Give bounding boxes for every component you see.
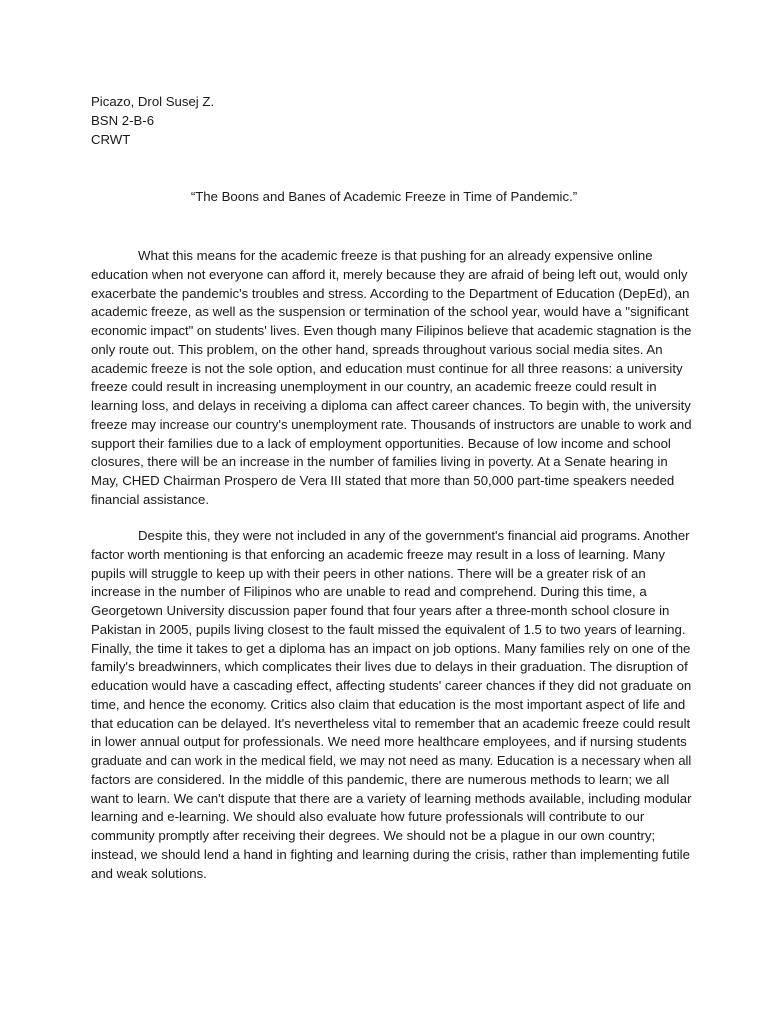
text-line: exacerbate the pandemic's troubles and stress. According to the Department of Education (DepEd), an — [91, 285, 690, 301]
text-line: Pakistan in 2005, pupils living closest to the fault missed the equivalent of 1.5 to two years of learning. — [91, 621, 686, 637]
text-line: learning loss, and delays in receiving a diploma can affect career chances. To begin with, the university — [91, 398, 691, 413]
text-line: factors are considered. In the middle of this pandemic, there are numerous methods to learn; we all — [91, 771, 670, 787]
text-line: support their families due to a lack of employment opportunities. Because of low income and school — [91, 435, 671, 451]
text-line: in lower annual output for professionals. We need more healthcare employees, and if nursing students — [91, 734, 687, 750]
text-line: education would have a cascading effect, affecting students' career chances if they did not graduate on — [91, 678, 692, 693]
text-line: and weak solutions. — [91, 865, 207, 881]
text-line: What this means for the academic freeze is that pushing for an already expensive online — [138, 248, 653, 263]
text-line: economic impact" on students' lives. Even though many Filipinos believe that academic stagnation is the — [91, 323, 692, 338]
text-line: Finally, the time it takes to get a diploma has an impact on job options. Many families rely on one of the — [91, 640, 691, 656]
text-line: learning and e-learning. We should also evaluate how future professionals will contribute to our — [91, 809, 645, 825]
text-line: freeze could result in increasing unemployment in our country, an academic freeze could result in — [91, 379, 657, 395]
essay-title: “The Boons and Banes of Academic Freeze in Time of Pandemic.” — [190, 189, 578, 204]
document-header — [91, 93, 214, 149]
text-line: increase in the number of Filipinos who are unable to read and comprehend. During this time, a — [91, 584, 647, 600]
text-line: family's breadwinners, which complicates their lives due to delays in their graduation. The disruption of — [91, 659, 688, 675]
text-line: only route out. This problem, on the other hand, spreads throughout various social media sites. An — [91, 341, 663, 357]
text-line: Georgetown University discussion paper found that four years after a three-month school closure in — [91, 603, 670, 618]
text-line: community promptly after receiving their degrees. We should not be a plague in our own country; — [91, 828, 656, 843]
course-code: CRWT — [91, 131, 131, 147]
text-line: academic freeze, as well as the suspension or termination of the school year, would have a "significant — [91, 304, 689, 320]
text-line: want to learn. We can't dispute that there are a variety of learning methods available, including modular — [91, 790, 692, 806]
text-line: freeze may increase our country's unemployment rate. Thousands of instructors are unable to work and — [91, 416, 692, 432]
text-line: Despite this, they were not included in any of the government's financial aid programs. Another — [138, 528, 690, 543]
text-line: instead, we should lend a hand in fighting and learning during the crisis, rather than implementing futile — [91, 846, 690, 862]
text-line: education when not everyone can afford it, merely because they are afraid of being left out, would only — [91, 266, 688, 282]
text-line: that education can be delayed. It's nevertheless vital to remember that an academic freeze could result — [91, 715, 691, 731]
text-line: pupils will struggle to keep up with their peers in other nations. There will be a greater risk of an — [91, 565, 646, 581]
author-name: Picazo, Drol Susej Z. — [91, 94, 215, 109]
text-line: financial assistance. — [91, 491, 210, 507]
text-line: factor worth mentioning is that enforcing an academic freeze may result in a loss of learning. Many — [91, 546, 665, 562]
text-line: closures, there will be an increase in the number of families living in poverty. At a Senate hearing in — [91, 454, 668, 470]
section-code: BSN 2-B-6 — [91, 112, 155, 128]
paragraph-1 — [91, 247, 691, 510]
text-line: time, and hence the economy. Critics also claim that education is the most important aspect of life and — [91, 696, 686, 712]
text-line: May, CHED Chairman Prospero de Vera III stated that more than 50,000 part-time speakers needed — [91, 473, 675, 488]
text-line: graduate and can work in the medical field, we may not need as many. Education is a necessary when all — [91, 753, 692, 768]
paragraph-2 — [91, 527, 691, 883]
text-line: academic freeze is not the sole option, and education must continue for all three reasons: a university — [91, 360, 683, 376]
